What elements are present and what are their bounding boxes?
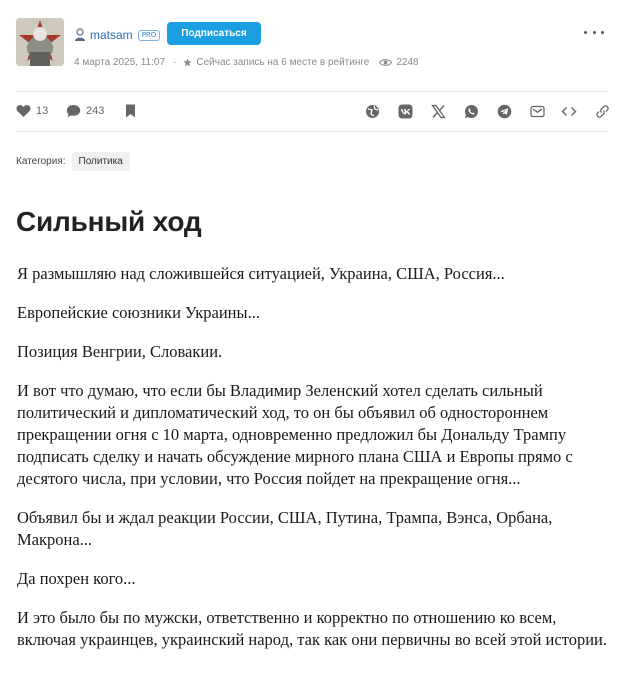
share-telegram[interactable] [496, 103, 512, 119]
comments-button[interactable] [66, 100, 104, 122]
share-whatsapp[interactable] [463, 103, 479, 119]
article-paragraph: Объявил бы и ждал реакции России, США, Путина, Трампа, Вэнса, Орбана, Макрона... [17, 508, 553, 549]
article-title: Сильный ход [16, 206, 202, 237]
article-paragraph: Я размышляю над сложившейся ситуацией, Украина, США, Россия... [17, 264, 505, 283]
rating-text[interactable]: Сейчас запись на 6 месте в рейтинге [196, 56, 370, 68]
like-button[interactable] [16, 100, 48, 122]
telegram-icon [497, 104, 512, 119]
post-date: 4 марта 2025, 11:07 [74, 56, 166, 68]
star-icon [183, 58, 192, 67]
views-count: 2248 [396, 56, 419, 68]
link-icon [595, 104, 610, 119]
share-mail[interactable] [529, 103, 545, 119]
share-embed[interactable] [561, 103, 577, 119]
share-x[interactable] [430, 103, 446, 119]
web-icon [365, 104, 380, 119]
x-icon [431, 104, 446, 119]
avatar-image [16, 18, 64, 66]
meta-separator: · [173, 56, 177, 68]
bookmark-icon [125, 104, 136, 118]
user-icon [74, 28, 86, 42]
vk-icon [398, 104, 413, 119]
post-meta [74, 55, 419, 69]
mail-icon [530, 104, 545, 119]
avatar[interactable] [16, 18, 64, 66]
category-row [16, 151, 130, 171]
category-tag[interactable]: Политика [72, 152, 130, 171]
action-bar [16, 100, 608, 122]
comments-count: 243 [86, 105, 105, 117]
eye-icon [379, 58, 392, 67]
whatsapp-icon [464, 104, 479, 119]
article-paragraph: И это было бы по мужски, ответственно и корректно по отношению ко всем, включая украинцев, украинский народ, так как они первичны во всей этой истории. [17, 608, 607, 649]
likes-count: 13 [36, 105, 49, 117]
embed-icon [561, 104, 577, 119]
share-link[interactable] [594, 103, 610, 119]
heart-icon [16, 104, 31, 118]
post-header [16, 18, 608, 70]
article-paragraph: И вот что думаю, что если бы Владимир Зеленский хотел сделать сильный политический и дипломатический ход, то он бы объявил об одностороннем прекращении огня с 10 марта, одновременно предложил бы Дональду Трампу подписать сделку и начать обсуждение мирного плана США и Европы прямо с десятого числа, при условии, что Россия пойдет на прекращение огня... [17, 381, 573, 488]
comment-icon [66, 104, 81, 118]
divider [16, 131, 608, 132]
article-paragraph: Европейские союзники Украины... [17, 303, 260, 322]
share-vk[interactable] [397, 103, 413, 119]
subscribe-button[interactable]: Подписаться [167, 22, 261, 45]
category-label: Категория: [16, 155, 66, 167]
share-web[interactable] [364, 103, 380, 119]
divider [16, 91, 608, 92]
article-paragraph: Позиция Венгрии, Словакии. [17, 342, 223, 361]
author-name[interactable]: matsam [90, 28, 133, 42]
bookmark-button[interactable] [125, 100, 136, 122]
article-paragraph: Да похрен кого... [17, 569, 136, 588]
pro-badge: PRO [138, 30, 161, 41]
article-body [17, 263, 613, 668]
author-row [74, 26, 160, 44]
more-options-icon[interactable] [584, 24, 604, 40]
